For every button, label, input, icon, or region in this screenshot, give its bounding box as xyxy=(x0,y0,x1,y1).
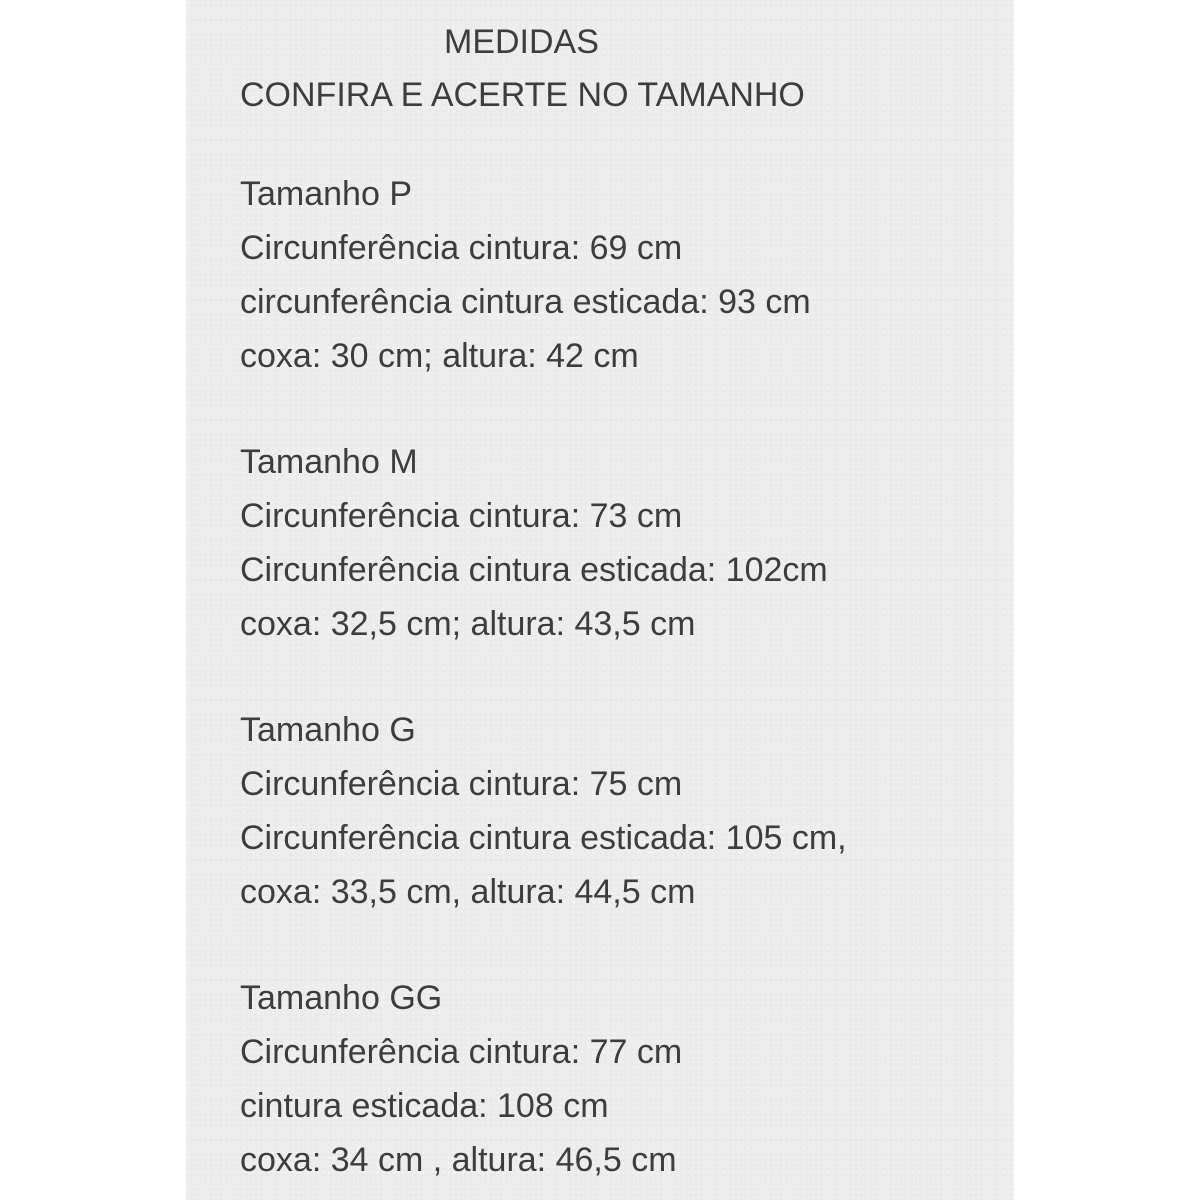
size-measure-line: coxa: 33,5 cm, altura: 44,5 cm xyxy=(240,873,696,911)
size-measure-line: Circunferência cintura: 77 cm xyxy=(240,1033,683,1071)
size-measure-line: coxa: 34 cm , altura: 46,5 cm xyxy=(240,1141,677,1179)
page-subtitle: CONFIRA E ACERTE NO TAMANHO xyxy=(240,76,805,114)
size-block-gg xyxy=(240,979,682,1195)
size-measure-line: cintura esticada: 108 cm xyxy=(240,1087,609,1125)
size-heading: Tamanho M xyxy=(240,443,418,481)
size-measure-line: coxa: 30 cm; altura: 42 cm xyxy=(240,337,639,375)
size-measure-line: Circunferência cintura: 73 cm xyxy=(240,497,683,535)
size-heading: Tamanho P xyxy=(240,175,412,213)
size-block-p xyxy=(240,175,811,391)
size-block-m xyxy=(240,443,828,659)
size-heading: Tamanho G xyxy=(240,711,416,749)
size-measure-line: Circunferência cintura: 69 cm xyxy=(240,229,683,267)
size-measure-line: Circunferência cintura: 75 cm xyxy=(240,765,683,803)
size-measure-line: coxa: 32,5 cm; altura: 43,5 cm xyxy=(240,605,696,643)
size-measure-line: Circunferência cintura esticada: 102cm xyxy=(240,551,828,589)
size-block-g xyxy=(240,711,847,927)
size-measure-line: circunferência cintura esticada: 93 cm xyxy=(240,283,811,321)
page-title: MEDIDAS xyxy=(444,23,599,61)
size-measure-line: Circunferência cintura esticada: 105 cm, xyxy=(240,819,847,857)
size-heading: Tamanho GG xyxy=(240,979,443,1017)
